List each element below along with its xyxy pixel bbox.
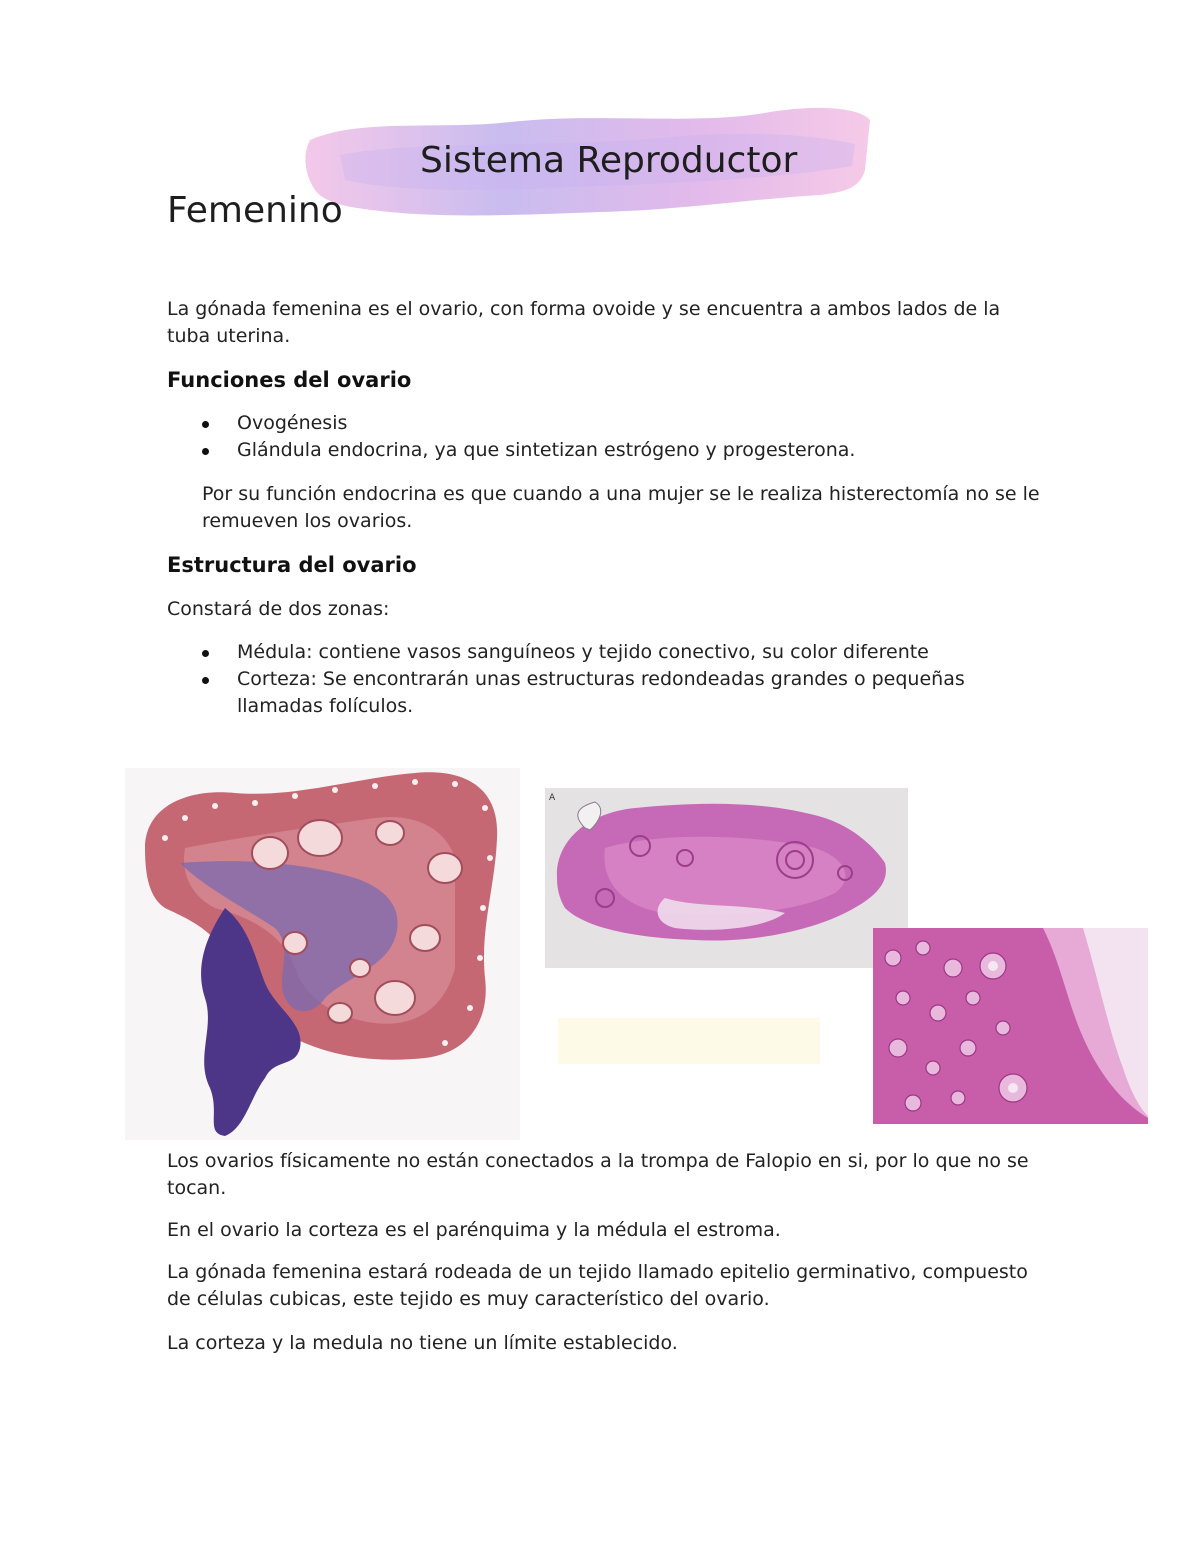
document-title-line2: Femenino	[167, 190, 343, 231]
list-item-text: Corteza: Se encontrarán unas estructuras redondeadas grandes o pequeñas llamadas folículos.	[237, 668, 965, 717]
closing-paragraph-4: La corteza y la medula no tiene un límite establecido.	[167, 1332, 678, 1354]
list-item	[202, 666, 1052, 720]
estructura-lead: Constará de dos zonas:	[167, 598, 390, 620]
list-item-text: Glándula endocrina, ya que sintetizan estrógeno y progesterona.	[237, 439, 856, 461]
funciones-note: Por su función endocrina es que cuando a una mujer se le realiza histerectomía no se le remueven los ovarios.	[202, 483, 1040, 532]
section-heading-estructura: Estructura del ovario	[167, 553, 417, 577]
list-item	[202, 437, 1052, 464]
bullet-icon	[202, 650, 209, 657]
ovary-overview-micrograph	[545, 788, 908, 968]
section-heading-funciones: Funciones del ovario	[167, 368, 412, 392]
closing-paragraph-3: La gónada femenina estará rodeada de un tejido llamado epitelio germinativo, compuesto de células cubicas, este tejido es muy característico del ovario.	[167, 1261, 1028, 1310]
document-title-line1: Sistema Reproductor	[420, 140, 798, 181]
closing-paragraph-1: Los ovarios físicamente no están conectados a la trompa de Falopio en si, por lo que no se tocan.	[167, 1150, 1029, 1199]
bullet-icon	[202, 448, 209, 455]
estructura-list	[202, 639, 1052, 720]
panel-label: A	[549, 793, 556, 803]
intro-paragraph: La gónada femenina es el ovario, con forma ovoide y se encuentra a ambos lados de la tuba uterina.	[167, 298, 1001, 347]
ovary-section-micrograph	[125, 768, 520, 1140]
bullet-icon	[202, 421, 209, 428]
ovary-cortex-micrograph	[873, 928, 1148, 1124]
bullet-icon	[202, 677, 209, 684]
closing-paragraph-2: En el ovario la corteza es el parénquima y la médula el estroma.	[167, 1219, 781, 1241]
list-item-text: Ovogénesis	[237, 412, 348, 434]
list-item-text: Médula: contiene vasos sanguíneos y tejido conectivo, su color diferente	[237, 641, 929, 663]
faint-highlight-strip	[558, 1018, 820, 1064]
list-item	[202, 639, 1052, 666]
list-item	[202, 410, 1052, 437]
funciones-list	[202, 410, 1052, 464]
